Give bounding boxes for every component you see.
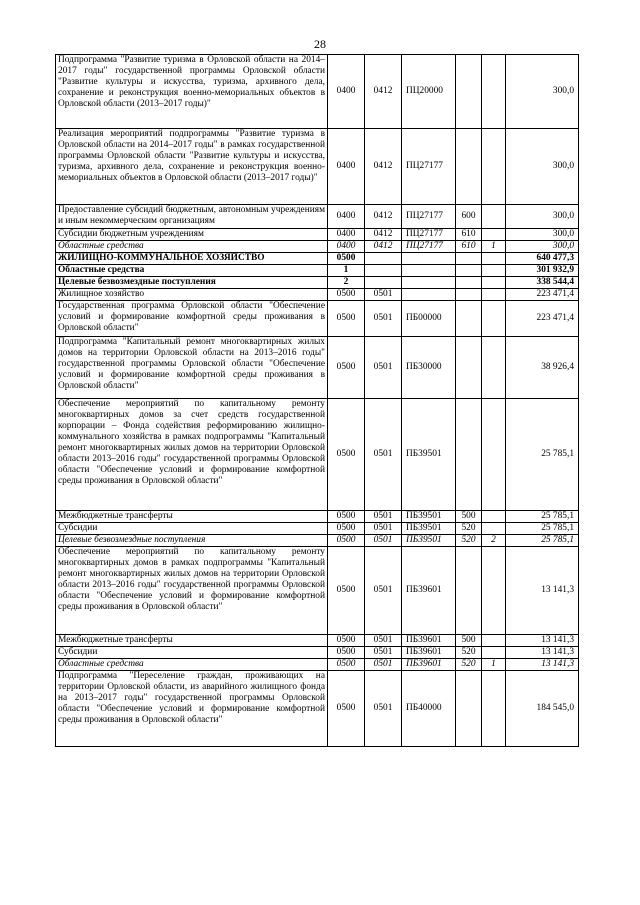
expense-type-code: 500 [456,511,482,523]
funding-source-code [482,253,506,265]
target-article-code: ПБ39601 [402,647,456,659]
amount-value: 223 471,4 [506,289,579,301]
table-row [56,129,579,205]
target-article-code: ПЦ27177 [402,205,456,229]
row-description: Подпрограмма "Переселение граждан, проживающих на территории Орловской области, из аварийного жилищного фонда на 2013–2017 годы" государственной программы Орловской области "Обеспечение условий и формирование комфортной среды проживания в Орловской области" [56,671,328,747]
expense-type-code [456,547,482,635]
amount-value: 13 141,3 [506,647,579,659]
expense-type-code: 520 [456,535,482,547]
expense-type-code: 610 [456,229,482,241]
subsection-code: 0501 [365,523,402,535]
funding-source-code [482,55,506,129]
target-article-code: ПБ39601 [402,635,456,647]
table-row [56,229,579,241]
target-article-code [402,289,456,301]
section-code: 0500 [328,659,365,671]
section-code: 0500 [328,635,365,647]
target-article-code: ПБ39601 [402,659,456,671]
target-article-code: ПБ39501 [402,511,456,523]
row-description: ЖИЛИЩНО-КОММУНАЛЬНОЕ ХОЗЯЙСТВО [56,253,328,265]
section-code: 0400 [328,129,365,205]
budget-table [55,54,579,747]
amount-value: 300,0 [506,205,579,229]
table-row [56,659,579,671]
table-row [56,547,579,635]
row-description: Жилищное хозяйство [56,289,328,301]
table-row [56,289,579,301]
expense-type-code [456,399,482,511]
section-code: 0500 [328,337,365,399]
section-code: 2 [328,277,365,289]
target-article-code: ПБ39601 [402,547,456,635]
funding-source-code [482,205,506,229]
funding-source-code [482,635,506,647]
subsection-code: 0501 [365,547,402,635]
section-code: 0500 [328,535,365,547]
amount-value: 184 545,0 [506,671,579,747]
amount-value: 338 544,4 [506,277,579,289]
expense-type-code: 610 [456,241,482,253]
subsection-code: 0412 [365,55,402,129]
row-description: Областные средства [56,241,328,253]
funding-source-code: 1 [482,241,506,253]
target-article-code: ПЦ27177 [402,229,456,241]
section-code: 0400 [328,241,365,253]
section-code: 1 [328,265,365,277]
target-article-code: ПБ39501 [402,535,456,547]
subsection-code: 0412 [365,129,402,205]
funding-source-code: 2 [482,535,506,547]
expense-type-code [456,277,482,289]
target-article-code: ПБ39501 [402,399,456,511]
section-code: 0500 [328,671,365,747]
subsection-code [365,265,402,277]
row-description: Областные средства [56,265,328,277]
section-code: 0500 [328,647,365,659]
expense-type-code [456,129,482,205]
row-description: Подпрограмма "Развитие туризма в Орловской области на 2014–2017 годы" государственной программы Орловской области "Развитие культуры и искусства, туризма, архивного дела, сохранение и реконструкция военно-мемориальных объектов в Орловской области (2013–2017 годы)" [56,55,328,129]
row-description: Областные средства [56,659,328,671]
amount-value: 25 785,1 [506,535,579,547]
amount-value: 223 471,4 [506,301,579,337]
funding-source-code: 1 [482,659,506,671]
amount-value: 25 785,1 [506,511,579,523]
row-description: Целевые безвозмездные поступления [56,277,328,289]
amount-value: 38 926,4 [506,337,579,399]
amount-value: 13 141,3 [506,659,579,671]
target-article-code [402,265,456,277]
section-code: 0400 [328,205,365,229]
row-description: Субсидии [56,523,328,535]
section-code: 0500 [328,301,365,337]
funding-source-code [482,547,506,635]
subsection-code: 0412 [365,205,402,229]
row-description: Обеспечение мероприятий по капитальному ремонту многоквартирных домов за счет средств государственной корпорации – Фонда содействия реформированию жилищно-коммунального хозяйства в рамках подпрограммы "Капитальный ремонт многоквартирных жилых домов на территории Орловской области 2013–2016 годы" государственной программы Орловской области "Обеспечение условий и формирование комфортной среды проживания в Орловской области" [56,399,328,511]
table-row [56,399,579,511]
row-description: Подпрограмма "Капитальный ремонт многоквартирных жилых домов на территории Орловской области на 2013–2016 годы" государственной программы Орловской области "Обеспечение условий и формирование комфортной среды проживания в Орловской области" [56,337,328,399]
funding-source-code [482,301,506,337]
funding-source-code [482,277,506,289]
amount-value: 13 141,3 [506,635,579,647]
funding-source-code [482,129,506,205]
expense-type-code: 520 [456,647,482,659]
table-row [56,241,579,253]
section-code: 0500 [328,399,365,511]
expense-type-code [456,301,482,337]
table-row [56,523,579,535]
target-article-code: ПБ30000 [402,337,456,399]
expense-type-code [456,253,482,265]
section-code: 0500 [328,253,365,265]
table-row [56,253,579,265]
expense-type-code: 520 [456,523,482,535]
section-code: 0500 [328,289,365,301]
row-description: Межбюджетные трансферты [56,511,328,523]
target-article-code [402,253,456,265]
funding-source-code [482,289,506,301]
subsection-code: 0501 [365,671,402,747]
funding-source-code [482,647,506,659]
expense-type-code: 500 [456,635,482,647]
table-row [56,301,579,337]
amount-value: 300,0 [506,229,579,241]
amount-value: 300,0 [506,129,579,205]
subsection-code: 0501 [365,399,402,511]
expense-type-code [456,337,482,399]
table-row [56,55,579,129]
target-article-code: ПЦ27177 [402,241,456,253]
row-description: Предоставление субсидий бюджетным, автономным учреждениям и иным некоммерческим организациям [56,205,328,229]
funding-source-code [482,671,506,747]
table-row [56,205,579,229]
table-row [56,277,579,289]
amount-value: 25 785,1 [506,399,579,511]
subsection-code: 0412 [365,241,402,253]
target-article-code: ПБ39501 [402,523,456,535]
target-article-code: ПБ00000 [402,301,456,337]
amount-value: 640 477,3 [506,253,579,265]
funding-source-code [482,265,506,277]
table-row [56,511,579,523]
subsection-code: 0501 [365,635,402,647]
expense-type-code [456,265,482,277]
target-article-code: ПЦ27177 [402,129,456,205]
subsection-code [365,253,402,265]
subsection-code: 0501 [365,647,402,659]
funding-source-code [482,511,506,523]
subsection-code: 0412 [365,229,402,241]
table-row [56,535,579,547]
row-description: Субсидии [56,647,328,659]
funding-source-code [482,523,506,535]
table-row [56,265,579,277]
expense-type-code: 520 [456,659,482,671]
page-number: 28 [314,37,326,51]
section-code: 0400 [328,229,365,241]
section-code: 0400 [328,55,365,129]
amount-value: 13 141,3 [506,547,579,635]
row-description: Реализация мероприятий подпрограммы "Развитие туризма в Орловской области на 2014–2017 годы" в рамках государственной программы Орловской области "Развитие культуры и искусства, туризма, архивного дела, сохранение и реконструкция военно-мемориальных объектов в Орловской области (2013–2017 годы)" [56,129,328,205]
subsection-code: 0501 [365,511,402,523]
subsection-code: 0501 [365,289,402,301]
amount-value: 301 932,9 [506,265,579,277]
table-body [56,55,579,747]
expense-type-code: 600 [456,205,482,229]
subsection-code [365,277,402,289]
row-description: Обеспечение мероприятий по капитальному ремонту многоквартирных домов в рамках подпрограммы "Капитальный ремонт многоквартирных жилых домов на территории Орловской области 2013–2016 годы" государственной программы Орловской области "Обеспечение условий и формирование комфортной среды проживания в Орловской области" [56,547,328,635]
expense-type-code [456,671,482,747]
target-article-code: ПБ40000 [402,671,456,747]
section-code: 0500 [328,547,365,635]
section-code: 0500 [328,523,365,535]
expense-type-code [456,289,482,301]
subsection-code: 0501 [365,301,402,337]
row-description: Субсидии бюджетным учреждениям [56,229,328,241]
subsection-code: 0501 [365,337,402,399]
section-code: 0500 [328,511,365,523]
funding-source-code [482,229,506,241]
target-article-code [402,277,456,289]
subsection-code: 0501 [365,535,402,547]
table-row [56,647,579,659]
table-row [56,635,579,647]
row-description: Межбюджетные трансферты [56,635,328,647]
amount-value: 300,0 [506,241,579,253]
row-description: Государственная программа Орловской области "Обеспечение условий и формирование комфортной среды проживания в Орловской области" [56,301,328,337]
funding-source-code [482,337,506,399]
amount-value: 300,0 [506,55,579,129]
expense-type-code [456,55,482,129]
target-article-code: ПЦ20000 [402,55,456,129]
subsection-code: 0501 [365,659,402,671]
row-description: Целевые безвозмездные поступления [56,535,328,547]
table-row [56,337,579,399]
amount-value: 25 785,1 [506,523,579,535]
table-row [56,671,579,747]
funding-source-code [482,399,506,511]
